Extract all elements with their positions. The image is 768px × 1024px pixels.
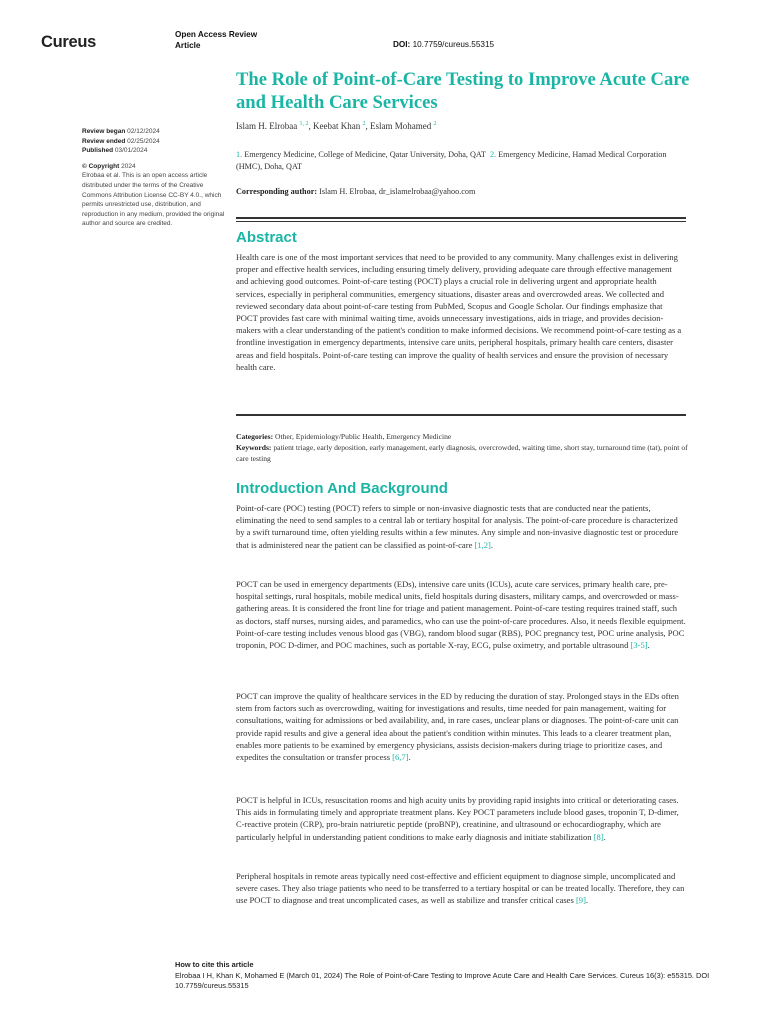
categories-label: Categories: (236, 432, 274, 441)
article-type (175, 29, 257, 51)
keywords-value: patient triage, early deposition, early management, early diagnosis, overcrowded, waiting time, short stay, turnaround time (tat), point of care testing (236, 443, 688, 463)
review-began (82, 127, 232, 137)
copyright-label: © Copyright (82, 162, 120, 170)
intro-paragraph (236, 502, 686, 551)
affil-number: 2. (489, 150, 497, 159)
published-date: 03/01/2024 (114, 147, 148, 155)
paragraph-end: . (490, 539, 494, 550)
affil-number: 1. (236, 150, 243, 159)
paragraph-end: . (408, 752, 411, 763)
abstract-heading: Abstract (236, 229, 297, 246)
doi-label: DOI: (393, 40, 411, 49)
paragraph-text: Peripheral hospitals in remote areas typically need cost-effective and efficient equipment to diagnose simple, uncomplicated and severe cases. They also triage patients who need to be transferred to a tertiary hospital or can be treated locally. Therefore, they can use POCT to diagnose and treat uncomplicated cases, as well as stabilize and transfer critical cases (236, 871, 685, 906)
article-type-line2: Article (175, 41, 201, 50)
how-to-cite (175, 960, 735, 992)
review-ended-label: Review ended (82, 137, 126, 145)
categories-value: Other, Epidemiology/Public Health, Emergency Medicine (275, 432, 452, 441)
review-began-date: 02/12/2024 (127, 128, 160, 135)
how-to-cite-text: Elrobaa I H, Khan K, Mohamed E (March 01, 2024) The Role of Point-of-Care Testing to Improve Acute Care and Health Care Services. Cureus 16(3): e55315. DOI 10.7759/cureus.55315 (175, 970, 710, 991)
intro-heading: Introduction And Background (236, 480, 448, 497)
article-sidebar (82, 127, 232, 229)
article-type-line1: Open Access Review (175, 30, 258, 39)
copyright (82, 162, 232, 172)
citation-link[interactable]: [3-5] (630, 640, 648, 651)
categories (236, 431, 688, 442)
article-title: The Role of Point-of-Care Testing to Improve Acute Care and Health Care Services (236, 69, 690, 113)
author-name[interactable]: Keebat Khan (312, 121, 361, 131)
review-began-label: Review began (82, 128, 126, 135)
paragraph-text: POCT is helpful in ICUs, resuscitation rooms and high acuity units by providing rapid insights into critical or deteriorating cases. This aids in formulating timely and appropriate treatment plans. Key POCT parameters include blood gases, troponin T, D-dimer, C-reactive protein (CRP), pro-brain natriuretic peptide (proBNP), creatinine, and ultrasound or echocardiography, which are particularly helpful in understanding patient conditions to make early diagnosis and initiate stabilization (236, 795, 679, 842)
keywords-label: Keywords: (236, 443, 272, 452)
published (82, 146, 232, 156)
doi (393, 40, 494, 49)
paragraph-end: . (647, 640, 650, 651)
paragraph-end: . (603, 831, 606, 842)
paragraph-text: Point-of-care (POC) testing (POCT) refers to simple or non-invasive diagnostic tests that are conducted near the patients, eliminating the need to send samples to a central lab or tertiary hospital for analysis. The point-of-care procedure is characterized by a swift turnaround time, often yielding results within a few minutes. Any simple and non-invasive diagnostic test or procedure that is administered near the patient can be classified as point-of-care (236, 503, 679, 550)
review-ended (82, 137, 232, 147)
citation-link[interactable]: [1,2] (474, 539, 491, 550)
author-name[interactable]: Islam H. Elrobaa (236, 121, 298, 131)
corresponding-label: Corresponding author: (236, 187, 318, 196)
copyright-year: 2024 (121, 162, 136, 170)
author-affil-sup[interactable]: 2 (433, 121, 437, 127)
paragraph-text: POCT can be used in emergency departments (EDs), intensive care units (ICUs), acute care services, primary health care, pre-hospital settings, rural hospitals, mobile medical units, field hospitals during disasters, military camps, and overcrowded or mass-gathering areas. It is considered the front line for triage and patient management. Point-of-care testing requires trained staff, such as doctors, staff nurses, nursing aides, and paramedics, who can use the point-of-care procedures. Also, it needs flexible equipment. Point-of-care testing includes venous blood gas (VBG), random blood sugar (RBS), POC pregnancy test, POC urine analysis, POC troponin, POC D-dimer, and POC machines, such as portable X-ray, ECG, pulse oximetry, and portable ultrasound (236, 579, 686, 651)
author-affil-sup[interactable]: 1, 2 (299, 121, 309, 127)
corresponding-author (236, 187, 475, 196)
citation-link[interactable]: [9] (575, 895, 586, 906)
abstract-text: Health care is one of the most important services that need to be provided to any community. Many challenges exist in delivering proper and effective health services, including ensuring timely delivery, providing adequate care through effective management and achieving good outcomes. Point-of-care testing (POCT) plays a crucial role in delivering urgent and appropriate health services, especially in peripheral communities, emergency situations, disaster areas and overcrowded areas. We collected and reviewed secondary data about point-of-care testing from PubMed, Scopus and Google Scholar. Our findings emphasize that POCT provides fast care with minimal waiting time, avoids unnecessary investigations, aids in triage, and provides decision-makers with a clear understanding of the patient's condition to make informed decisions. We recommend point-of-care testing as a frontline investigation in emergency departments, intensive care units, peripheral hospitals, primary health care centers, disaster areas and field hospitals. Point-of-care testing can improve the quality of health services and ensure the provision of necessary health care. (236, 252, 682, 372)
intro-paragraph (236, 870, 686, 907)
keywords (236, 442, 688, 464)
journal-logo: Cureus (41, 33, 97, 51)
citation-link[interactable]: [8] (593, 831, 604, 842)
categories-keywords (236, 431, 688, 464)
intro-paragraph (236, 690, 686, 763)
corresponding-value[interactable]: Islam H. Elrobaa, dr_islamelrobaa@yahoo.com (319, 187, 476, 196)
affiliations (236, 149, 688, 173)
review-ended-date: 02/25/2024 (127, 137, 160, 145)
citation-link[interactable]: [6,7] (392, 752, 409, 763)
author-list: Islam H. Elrobaa $^{1, 2}$, Keebat Khan $^2$, Eslam Mohamed $^2$ (236, 121, 437, 131)
section-divider (236, 217, 686, 222)
how-to-cite-heading: How to cite this article (175, 960, 254, 969)
paragraph-text: POCT can improve the quality of healthcare services in the ED by reducing the duration of stay. Prolonged stays in the EDs often stem from factors such as overcrowding, waiting for investigations and results, time needed for pain management, waiting for consultations, waiting for admissions or bed availability, and, in rare cases, unclear plans or diagnoses. The point-of-care unit can provide rapid results and give a general idea about the patient's condition within minutes. This leads to a clearer treatment plan, enables more patients to be examined by emergency physicians, assists decision-makers during triage to prioritize cases, and expedites the consultation or transfer process (236, 691, 679, 763)
license-text: Elrobaa et al. This is an open access article distributed under the terms of the Creative Commons Attribution License CC-BY 4.0., which permits unrestricted use, distribution, and reproduction in any medium, provided the original author and source are credited. (82, 172, 225, 228)
author-name[interactable]: Eslam Mohamed (369, 121, 432, 131)
doi-value[interactable]: 10.7759/cureus.55315 (412, 40, 495, 49)
author-affil-sup[interactable]: 2 (362, 121, 366, 127)
affil-text: Emergency Medicine, Hamad Medical Corporation (HMC), Doha, QAT (236, 150, 667, 172)
section-divider (236, 414, 686, 416)
paragraph-end: . (585, 895, 589, 906)
affil-text: Emergency Medicine, College of Medicine, Qatar University, Doha, QAT (244, 150, 486, 159)
published-label: Published (82, 147, 114, 155)
intro-paragraph (236, 578, 686, 651)
intro-paragraph (236, 794, 686, 843)
